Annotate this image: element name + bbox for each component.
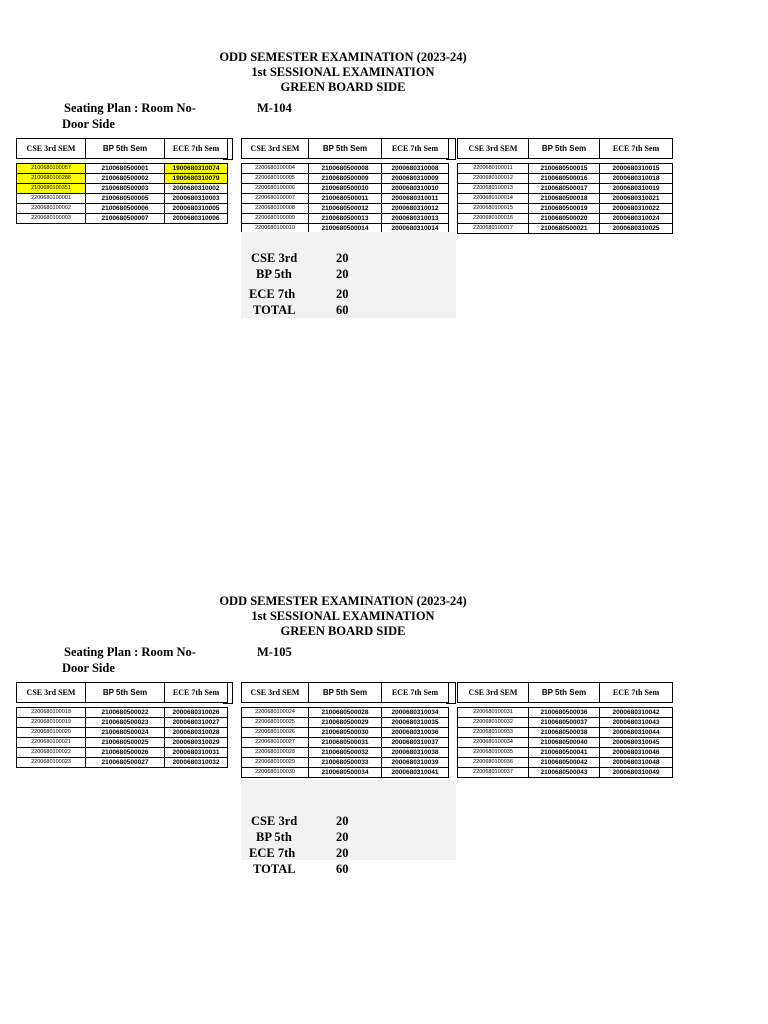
bp-roll-number: 2100680500031	[309, 738, 382, 748]
seating-table	[241, 682, 449, 778]
summary-value-cse: 20	[336, 814, 349, 828]
table-row	[17, 758, 228, 768]
bp-roll-number: 2100680500002	[86, 174, 165, 184]
bp-roll-number: 2100680500003	[86, 184, 165, 194]
door-side-label: Door Side	[62, 661, 115, 675]
bp-roll-number: 2100680500019	[529, 204, 600, 214]
cse-roll-number: 2100680100351	[17, 184, 86, 194]
cse-roll-number: 2200680100012	[458, 174, 529, 184]
seating-plan-label: Seating Plan : Room No-	[64, 101, 196, 115]
cse-roll-number: 2200680100025	[242, 718, 309, 728]
table-row	[458, 224, 673, 234]
summary-value-ece: 20	[336, 846, 349, 860]
table-row	[458, 194, 673, 204]
bp-roll-number: 2100680500020	[529, 214, 600, 224]
ece-roll-number: 2000680310022	[600, 204, 673, 214]
table-row	[242, 738, 449, 748]
ece-roll-number: 2000680310037	[382, 738, 449, 748]
cse-roll-number: 2200680100010	[242, 224, 309, 234]
bp-roll-number: 2100680500006	[86, 204, 165, 214]
table-row	[17, 184, 228, 194]
bp-roll-number: 2100680500005	[86, 194, 165, 204]
table-row	[458, 164, 673, 174]
cse-roll-number: 2100680100057	[17, 164, 86, 174]
bp-roll-number: 2100680500024	[86, 728, 165, 738]
bp-roll-number: 2100680500021	[529, 224, 600, 234]
column-header: BP 5th Sem	[529, 139, 600, 159]
bp-roll-number: 2100680500008	[309, 164, 382, 174]
door-side-label: Door Side	[62, 117, 115, 131]
cse-roll-number: 2200680100014	[458, 194, 529, 204]
bp-roll-number: 2100680500018	[529, 194, 600, 204]
summary-label-cse: CSE 3rd	[251, 814, 298, 828]
cse-roll-number: 2200680100031	[458, 708, 529, 718]
cse-roll-number: 2200680100036	[458, 758, 529, 768]
table-row	[242, 768, 449, 778]
cse-roll-number: 2200680100037	[458, 768, 529, 778]
bp-roll-number: 2100680500036	[529, 708, 600, 718]
cse-roll-number: 2200680100001	[17, 194, 86, 204]
ece-roll-number: 2000680310035	[382, 718, 449, 728]
ece-roll-number: 2000680310006	[165, 214, 228, 224]
ece-roll-number: 2000680310049	[600, 768, 673, 778]
ece-roll-number: 2000680310048	[600, 758, 673, 768]
summary-value-total: 60	[336, 303, 349, 317]
table-row	[242, 194, 449, 204]
table-row	[458, 184, 673, 194]
table-row	[17, 194, 228, 204]
table-row	[458, 748, 673, 758]
column-header: CSE 3rd SEM	[242, 139, 309, 159]
cse-roll-number: 2200680100007	[242, 194, 309, 204]
cse-roll-number: 2200680100003	[17, 214, 86, 224]
bp-roll-number: 2100680500023	[86, 718, 165, 728]
seat-column-2	[241, 138, 449, 234]
summary-value-ece: 20	[336, 287, 349, 301]
seat-column-3	[457, 138, 673, 234]
room-number: M-105	[257, 645, 292, 659]
cse-roll-number: 2200680100018	[17, 708, 86, 718]
cse-roll-number: 2200680100026	[242, 728, 309, 738]
column-gap	[223, 138, 233, 160]
ece-roll-number: 2000680310019	[600, 184, 673, 194]
column-header: BP 5th Sem	[529, 683, 600, 703]
ece-roll-number: 2000680310038	[382, 748, 449, 758]
column-header: ECE 7th Sem	[600, 683, 673, 703]
bp-roll-number: 2100680500028	[309, 708, 382, 718]
summary-value-bp: 20	[336, 267, 349, 281]
table-row	[458, 214, 673, 224]
bp-roll-number: 2100680500009	[309, 174, 382, 184]
cse-roll-number: 2200680100035	[458, 748, 529, 758]
cse-roll-number: 2200680100019	[17, 718, 86, 728]
ece-roll-number: 2000680310045	[600, 738, 673, 748]
seating-plan-m105	[0, 594, 768, 940]
cse-roll-number: 2200680100030	[242, 768, 309, 778]
table-row	[242, 184, 449, 194]
table-row	[242, 708, 449, 718]
column-header: BP 5th Sem	[309, 683, 382, 703]
cse-roll-number: 2200680100013	[458, 184, 529, 194]
ece-roll-number: 2000680310044	[600, 728, 673, 738]
seating-table	[457, 682, 673, 778]
cse-roll-number: 2200680100028	[242, 748, 309, 758]
table-row	[458, 708, 673, 718]
ece-roll-number: 2000680310042	[600, 708, 673, 718]
cse-roll-number: 2200680100032	[458, 718, 529, 728]
cse-roll-number: 2200680100034	[458, 738, 529, 748]
ece-roll-number: 1900680310079	[165, 174, 228, 184]
ece-roll-number: 2000680310041	[382, 768, 449, 778]
cse-roll-number: 2200680100017	[458, 224, 529, 234]
summary-label-ece: ECE 7th	[249, 287, 296, 301]
summary-label-total: TOTAL	[253, 303, 296, 317]
table-row	[242, 718, 449, 728]
room-number: M-104	[257, 101, 292, 115]
column-header: ECE 7th Sem	[382, 139, 449, 159]
column-header: ECE 7th Sem	[382, 683, 449, 703]
table-row	[458, 718, 673, 728]
table-row	[17, 174, 228, 184]
column-header: CSE 3rd SEM	[458, 139, 529, 159]
ece-roll-number: 1900680310074	[165, 164, 228, 174]
column-header: ECE 7th Sem	[165, 683, 228, 703]
bp-roll-number: 2100680500007	[86, 214, 165, 224]
column-header: ECE 7th Sem	[165, 139, 228, 159]
column-header: ECE 7th Sem	[600, 139, 673, 159]
bp-roll-number: 2100680500040	[529, 738, 600, 748]
summary-label-cse: CSE 3rd	[251, 251, 298, 265]
bp-roll-number: 2100680500025	[86, 738, 165, 748]
ece-roll-number: 2000680310025	[600, 224, 673, 234]
seating-plan-label: Seating Plan : Room No-	[64, 645, 196, 659]
cse-roll-number: 2200680100005	[242, 174, 309, 184]
column-header: CSE 3rd SEM	[17, 683, 86, 703]
ece-roll-number: 2000680310034	[382, 708, 449, 718]
ece-roll-number: 2000680310046	[600, 748, 673, 758]
summary-label-total: TOTAL	[253, 862, 296, 876]
table-row	[458, 758, 673, 768]
table-row	[17, 204, 228, 214]
ece-roll-number: 2000680310018	[600, 174, 673, 184]
summary-label-bp: BP 5th	[256, 830, 292, 844]
cse-roll-number: 2200680100022	[17, 748, 86, 758]
table-row	[17, 214, 228, 224]
summary-value-cse: 20	[336, 251, 349, 265]
column-header: CSE 3rd SEM	[242, 683, 309, 703]
ece-roll-number: 2000680310031	[165, 748, 228, 758]
ece-roll-number: 2000680310029	[165, 738, 228, 748]
bp-roll-number: 2100680500016	[529, 174, 600, 184]
bp-roll-number: 2100680500015	[529, 164, 600, 174]
table-row	[458, 768, 673, 778]
ece-roll-number: 2000680310039	[382, 758, 449, 768]
ece-roll-number: 2000680310032	[165, 758, 228, 768]
exam-subtitle: 1st SESSIONAL EXAMINATION	[251, 65, 435, 79]
ece-roll-number: 2000680310011	[382, 194, 449, 204]
bp-roll-number: 2100680500038	[529, 728, 600, 738]
bp-roll-number: 2100680500012	[309, 204, 382, 214]
seat-column-1	[16, 138, 228, 224]
bp-roll-number: 2100680500037	[529, 718, 600, 728]
ece-roll-number: 2000680310009	[382, 174, 449, 184]
seating-plan-m104	[0, 50, 768, 396]
ece-roll-number: 2000680310027	[165, 718, 228, 728]
board-side-label: GREEN BOARD SIDE	[280, 80, 406, 94]
seating-table	[457, 138, 673, 234]
bp-roll-number: 2100680500034	[309, 768, 382, 778]
table-row	[242, 748, 449, 758]
seat-column-1	[16, 682, 228, 768]
bp-roll-number: 2100680500022	[86, 708, 165, 718]
seat-column-3	[457, 682, 673, 778]
table-row	[17, 164, 228, 174]
seating-table	[16, 138, 228, 224]
cse-roll-number: 2200680100011	[458, 164, 529, 174]
bp-roll-number: 2100680500042	[529, 758, 600, 768]
cse-roll-number: 2200680100023	[17, 758, 86, 768]
exam-subtitle: 1st SESSIONAL EXAMINATION	[251, 609, 435, 623]
table-row	[458, 728, 673, 738]
board-side-label: GREEN BOARD SIDE	[280, 624, 406, 638]
column-gap	[446, 682, 456, 704]
bp-roll-number: 2100680500043	[529, 768, 600, 778]
ece-roll-number: 2000680310015	[600, 164, 673, 174]
bp-roll-number: 2100680500027	[86, 758, 165, 768]
ece-roll-number: 2000680310012	[382, 204, 449, 214]
cse-roll-number: 2200680100021	[17, 738, 86, 748]
ece-roll-number: 2000680310008	[382, 164, 449, 174]
seating-table	[16, 682, 228, 768]
column-gap	[446, 138, 456, 160]
ece-roll-number: 2000680310003	[165, 194, 228, 204]
ece-roll-number: 2000680310043	[600, 718, 673, 728]
seating-table	[241, 138, 449, 234]
seat-column-2	[241, 682, 449, 778]
ece-roll-number: 2000680310005	[165, 204, 228, 214]
cse-roll-number: 2200680100027	[242, 738, 309, 748]
ece-roll-number: 2000680310026	[165, 708, 228, 718]
cse-roll-number: 2200680100016	[458, 214, 529, 224]
cse-roll-number: 2200680100004	[242, 164, 309, 174]
summary-label-bp: BP 5th	[256, 267, 292, 281]
bp-roll-number: 2100680500032	[309, 748, 382, 758]
column-gap	[223, 682, 233, 704]
cse-roll-number: 2200680100009	[242, 214, 309, 224]
ece-roll-number: 2000680310021	[600, 194, 673, 204]
column-header: BP 5th Sem	[86, 683, 165, 703]
exam-title: ODD SEMESTER EXAMINATION (2023-24)	[219, 594, 467, 608]
ece-roll-number: 2000680310028	[165, 728, 228, 738]
cse-roll-number: 2200680100020	[17, 728, 86, 738]
ece-roll-number: 2000680310024	[600, 214, 673, 224]
table-row	[17, 708, 228, 718]
bp-roll-number: 2100680500001	[86, 164, 165, 174]
bp-roll-number: 2100680500041	[529, 748, 600, 758]
ece-roll-number: 2000680310002	[165, 184, 228, 194]
summary-value-bp: 20	[336, 830, 349, 844]
table-row	[242, 758, 449, 768]
ece-roll-number: 2000680310014	[382, 224, 449, 234]
bp-roll-number: 2100680500030	[309, 728, 382, 738]
ece-roll-number: 2000680310013	[382, 214, 449, 224]
table-row	[242, 164, 449, 174]
table-row	[17, 718, 228, 728]
table-row	[242, 728, 449, 738]
cse-roll-number: 2200680100029	[242, 758, 309, 768]
cse-roll-number: 2200680100033	[458, 728, 529, 738]
column-header: BP 5th Sem	[86, 139, 165, 159]
table-row	[242, 174, 449, 184]
table-row	[242, 214, 449, 224]
column-header: CSE 3rd SEM	[17, 139, 86, 159]
cse-roll-number: 2200680100024	[242, 708, 309, 718]
bp-roll-number: 2100680500029	[309, 718, 382, 728]
bp-roll-number: 2100680500014	[309, 224, 382, 234]
bp-roll-number: 2100680500033	[309, 758, 382, 768]
cse-roll-number: 2200680100002	[17, 204, 86, 214]
cse-roll-number: 2200680100008	[242, 204, 309, 214]
ece-roll-number: 2000680310036	[382, 728, 449, 738]
summary-value-total: 60	[336, 862, 349, 876]
ece-roll-number: 2000680310010	[382, 184, 449, 194]
bp-roll-number: 2100680500011	[309, 194, 382, 204]
exam-title: ODD SEMESTER EXAMINATION (2023-24)	[219, 50, 467, 64]
summary-label-ece: ECE 7th	[249, 846, 296, 860]
table-row	[458, 204, 673, 214]
column-header: CSE 3rd SEM	[458, 683, 529, 703]
table-row	[458, 738, 673, 748]
table-row	[17, 738, 228, 748]
cse-roll-number: 2100680100288	[17, 174, 86, 184]
cse-roll-number: 2200680100015	[458, 204, 529, 214]
bp-roll-number: 2100680500026	[86, 748, 165, 758]
table-row	[17, 728, 228, 738]
table-row	[458, 174, 673, 184]
table-row	[17, 748, 228, 758]
bp-roll-number: 2100680500017	[529, 184, 600, 194]
column-header: BP 5th Sem	[309, 139, 382, 159]
bp-roll-number: 2100680500013	[309, 214, 382, 224]
bp-roll-number: 2100680500010	[309, 184, 382, 194]
cse-roll-number: 2200680100006	[242, 184, 309, 194]
table-row	[242, 204, 449, 214]
